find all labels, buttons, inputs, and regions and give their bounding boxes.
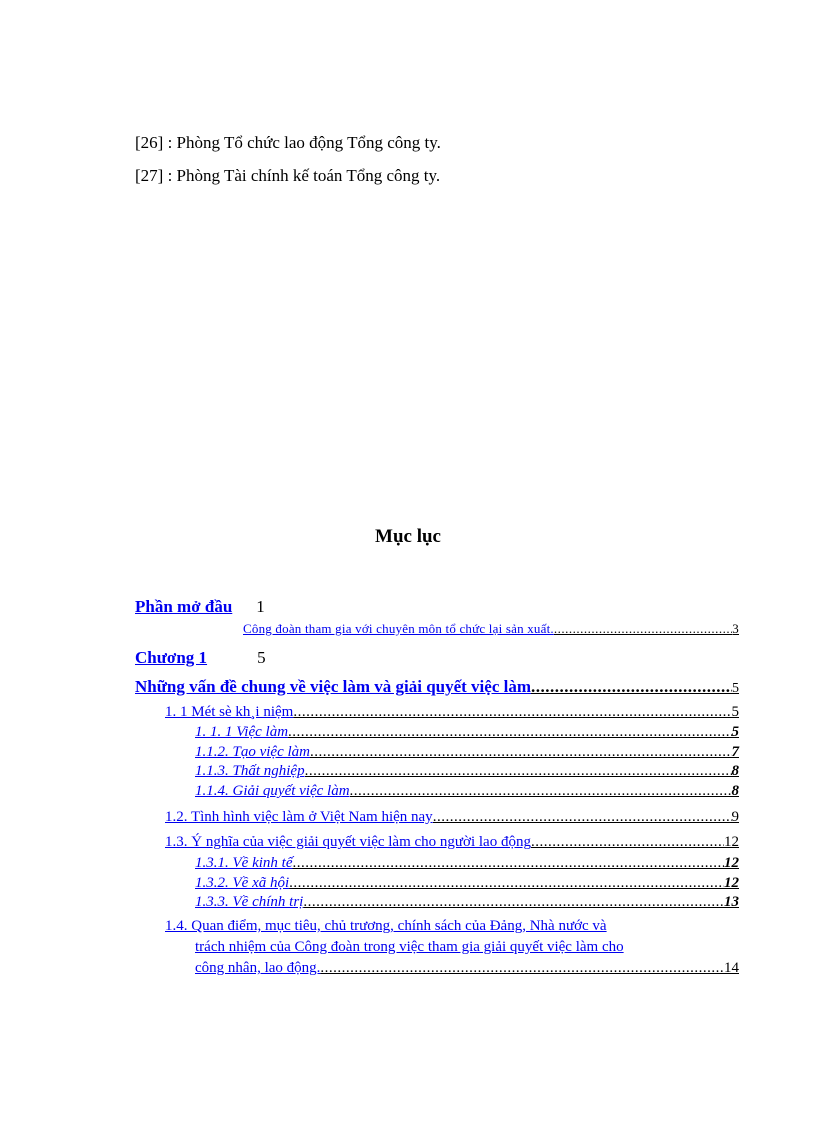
toc-page: 3 <box>732 621 739 636</box>
toc-page: 5 <box>732 681 739 696</box>
toc-entry-1-3[interactable] <box>165 834 739 851</box>
dot-leader <box>350 783 732 800</box>
dot-leader <box>433 809 732 826</box>
toc-entry-1-1-2[interactable] <box>195 744 739 761</box>
toc-entry-1-3-1[interactable] <box>195 855 739 872</box>
toc-label[interactable]: 1.1.3. Thất nghiệp <box>195 763 305 779</box>
toc-page: 12 <box>724 834 739 850</box>
reference-26: [26] : Phòng Tổ chức lao động Tổng công ty. <box>135 133 441 152</box>
toc-title: Mục lục <box>375 526 441 547</box>
toc-page: 13 <box>724 894 739 910</box>
toc-entry-1-1-1[interactable] <box>195 724 739 741</box>
toc-entry-1-1-3[interactable] <box>195 763 739 780</box>
dot-leader <box>531 677 732 697</box>
dot-leader <box>320 960 724 977</box>
toc-label[interactable]: 1. 1. 1 Việc làm <box>195 724 289 740</box>
toc-entry-part[interactable] <box>135 597 265 617</box>
toc-entry-chapter[interactable] <box>135 648 266 668</box>
dot-leader <box>303 894 724 911</box>
toc-label[interactable]: 1. 1 Mét sè kh¸i niệm <box>165 704 294 720</box>
toc-page: 5 <box>257 648 266 667</box>
toc-page: 12 <box>724 855 739 871</box>
dot-leader <box>293 704 731 721</box>
dot-leader <box>305 763 732 780</box>
toc-label[interactable]: 1.2. Tình hình việc làm ở Việt Nam hiện nay <box>165 809 433 825</box>
dot-leader <box>292 855 724 872</box>
toc-entry-1-1[interactable] <box>165 704 739 721</box>
toc-page: 7 <box>731 744 739 760</box>
toc-page: 8 <box>731 763 739 779</box>
toc-page: 5 <box>731 704 739 720</box>
dot-leader <box>531 834 724 851</box>
toc-label[interactable]: 1.3. Ý nghĩa của việc giải quyết việc làm cho người lao động <box>165 834 531 850</box>
toc-entry-1-4[interactable] <box>195 960 739 977</box>
toc-label[interactable]: công nhân, lao động. <box>195 960 321 976</box>
dot-leader <box>289 875 724 892</box>
toc-entry-1-2[interactable] <box>165 809 739 826</box>
toc-page: 1 <box>256 597 265 616</box>
toc-label[interactable]: 1.3.1. Về kinh tế <box>195 855 293 871</box>
toc-entry-1-1-4[interactable] <box>195 783 739 800</box>
toc-entry-congdoan[interactable] <box>243 621 739 637</box>
toc-label[interactable]: 1.3.3. Về chính trị <box>195 894 304 910</box>
toc-label[interactable]: 1.3.2. Về xã hội <box>195 875 290 891</box>
reference-27: [27] : Phòng Tài chính kế toán Tổng công ty. <box>135 166 441 185</box>
dot-leader <box>554 621 732 637</box>
toc-label[interactable]: Phần mở đầu <box>135 597 233 616</box>
dot-leader <box>288 724 731 741</box>
toc-entry-1-3-3[interactable] <box>195 894 739 911</box>
toc-page: 14 <box>724 960 739 976</box>
toc-page: 8 <box>731 783 739 799</box>
toc-label[interactable]: Chương 1 <box>135 648 208 667</box>
toc-page: 9 <box>731 809 739 825</box>
toc-label[interactable]: 1.1.2. Tạo việc làm <box>195 744 310 760</box>
toc-entry-heading[interactable] <box>135 677 739 697</box>
toc-label[interactable]: Những vấn đề chung về việc làm và giải quyết việc làm <box>135 677 532 696</box>
toc-label[interactable]: 1.1.4. Giải quyết việc làm <box>195 783 350 799</box>
dot-leader <box>310 744 732 761</box>
toc-page: 5 <box>731 724 739 740</box>
toc-page: 12 <box>724 875 739 891</box>
toc-entry-1-4-line2[interactable]: trách nhiệm của Công đoàn trong việc tham gia giải quyết việc làm cho <box>195 939 624 955</box>
toc-entry-1-3-2[interactable] <box>195 875 739 892</box>
toc-label[interactable]: Công đoàn tham gia với chuyên môn tổ chức lại sản xuất. <box>243 621 554 636</box>
toc-entry-1-4-line1[interactable]: 1.4. Quan điểm, mục tiêu, chủ trương, chính sách của Đảng, Nhà nước và <box>165 918 607 934</box>
